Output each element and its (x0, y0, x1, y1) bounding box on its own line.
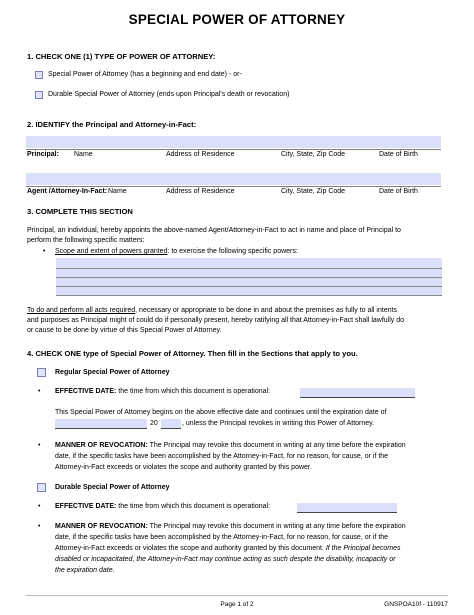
section-4-heading: 4. CHECK ONE type of Special Power of Attorney. Then fill in the Sections that apply to you. (27, 349, 358, 358)
section-3-para2-line1 (27, 307, 397, 314)
durable-manner-line1 (55, 523, 406, 530)
section-3-para1-line2: perform the following specific matters: (27, 237, 145, 244)
powers-line-1 (56, 268, 442, 269)
regular-manner-line1 (55, 442, 406, 449)
durable-poa-checkbox[interactable] (35, 91, 43, 99)
manner-line1-rest: The Principal may revoke this document in writing at any time before the expiration (147, 523, 406, 530)
expiration-year-prefix: 20 (150, 420, 158, 427)
document-title: SPECIAL POWER OF ATTORNEY (128, 12, 346, 27)
powers-line-3 (56, 286, 442, 287)
regular-poa-label: Regular Special Power of Attorney (55, 369, 170, 376)
acts-required-text: To do and perform all acts required (27, 307, 136, 314)
durable-effective-date-text (55, 503, 270, 510)
scope-line (55, 248, 298, 255)
manner-of-revocation-label: MANNER OF REVOCATION: (55, 442, 148, 449)
regular-effective-date-text (55, 388, 270, 395)
bullet-icon: • (38, 523, 41, 530)
durable-special-poa-checkbox[interactable] (37, 483, 46, 492)
principal-col-dob: Date of Birth (379, 151, 418, 158)
powers-line-2 (56, 277, 442, 278)
section-3-heading: 3. COMPLETE THIS SECTION (27, 207, 133, 216)
durable-manner-line3-italic: If the Principal becomes (323, 545, 401, 552)
bullet-icon: • (43, 248, 46, 255)
regular-poa-checkbox[interactable] (37, 368, 46, 377)
agent-col-name: Name (108, 188, 127, 195)
durable-manner-line3 (55, 545, 401, 552)
principal-col-name: Name (74, 151, 93, 158)
agent-col-dob: Date of Birth (379, 188, 418, 195)
agent-label: Agent /Attorney-In-Fact: (27, 188, 108, 195)
agent-input-field[interactable] (26, 173, 441, 185)
special-poa-label: Special Power of Attorney (has a beginning and end date) - or- (48, 71, 242, 78)
bullet-icon: • (38, 388, 41, 395)
durable-manner-line5: the expiration date. (55, 567, 115, 574)
expiration-line1: This Special Power of Attorney begins on the above effective date and continues until the expiration date of (55, 409, 387, 416)
durable-manner-line2: date, if the specific tasks have been accomplished by the Attorney-in-Fact, for no reason, for cause, or if the (55, 534, 389, 541)
section-3-para2-line3: or cause to be done by virtue of this Special Power of Attorney. (27, 327, 222, 334)
regular-manner-line2: date, if the specific tasks have been accomplished by the Attorney-in-Fact, for no reason, for cause, or if the (55, 453, 389, 460)
section-2-heading: 2. IDENTIFY the Principal and Attorney-in-Fact: (27, 120, 197, 129)
principal-label: Principal: (27, 151, 59, 158)
regular-manner-line3: Attorney-in-Fact exceeds or violates the scope and authority granted by this power. (55, 464, 312, 471)
principal-underline (26, 149, 441, 150)
durable-manner-line3-normal: Attorney-in-Fact exceeds or violates the scope and authority granted by this document. (55, 545, 324, 552)
bullet-icon: • (38, 442, 41, 449)
powers-line-4 (56, 295, 442, 296)
expiration-rest: , unless the Principal revokes in writing this Power of Attorney. (182, 420, 375, 427)
effective-date-label: EFFECTIVE DATE: (55, 503, 117, 510)
effective-date-rest: the time from which this document is operational: (116, 388, 271, 395)
manner-of-revocation-label: MANNER OF REVOCATION: (55, 523, 148, 530)
principal-col-address: Address of Residence (166, 151, 235, 158)
durable-effective-date-input[interactable] (297, 503, 397, 513)
durable-manner-line4: disabled or incapacitated, the Attorney-in-Fact may continue acting as such despite the disability, incapacity or (55, 556, 396, 563)
expiration-date-input[interactable] (55, 419, 147, 429)
principal-input-field[interactable] (26, 136, 441, 148)
durable-special-poa-label: Durable Special Power of Attorney (55, 484, 170, 491)
agent-col-address: Address of Residence (166, 188, 235, 195)
agent-col-city: City, State, Zip Code (281, 188, 346, 195)
scope-underlined-text: Scope and extent of powers granted (55, 248, 168, 255)
footer-divider (26, 595, 448, 596)
bullet-icon: • (38, 503, 41, 510)
effective-date-label: EFFECTIVE DATE: (55, 388, 117, 395)
durable-poa-label: Durable Special Power of Attorney (ends upon Principal's death or revocation) (48, 91, 290, 98)
special-poa-checkbox[interactable] (35, 71, 43, 79)
section-3-para2-line2: and purposes as Principal might of could do if personally present, hereby ratifying all that Attorney-in-Fact shall lawfully do (27, 317, 405, 324)
regular-effective-date-input[interactable] (300, 388, 415, 398)
manner-line1-rest: The Principal may revoke this document in writing at any time before the expiration (147, 442, 406, 449)
section-1-heading: 1. CHECK ONE (1) TYPE OF POWER OF ATTORNEY: (27, 52, 216, 61)
acts-required-rest: , necessary or appropriate to be done in and about the premises as fully to all intents (135, 307, 398, 314)
expiration-year-input[interactable] (161, 419, 181, 429)
agent-underline (26, 186, 441, 187)
section-3-para1-line1: Principal, an individual, hereby appoints the above-named Agent/Attorney-in-Fact to act in name and place of Principal to (27, 227, 401, 234)
page-number: Page 1 of 2 (220, 601, 254, 608)
scope-rest-text: : to exercise the following specific powers: (167, 248, 298, 255)
effective-date-rest: the time from which this document is operational: (116, 503, 271, 510)
principal-col-city: City, State, Zip Code (281, 151, 346, 158)
form-code: GNSPOA10f - 110917 (384, 601, 448, 608)
